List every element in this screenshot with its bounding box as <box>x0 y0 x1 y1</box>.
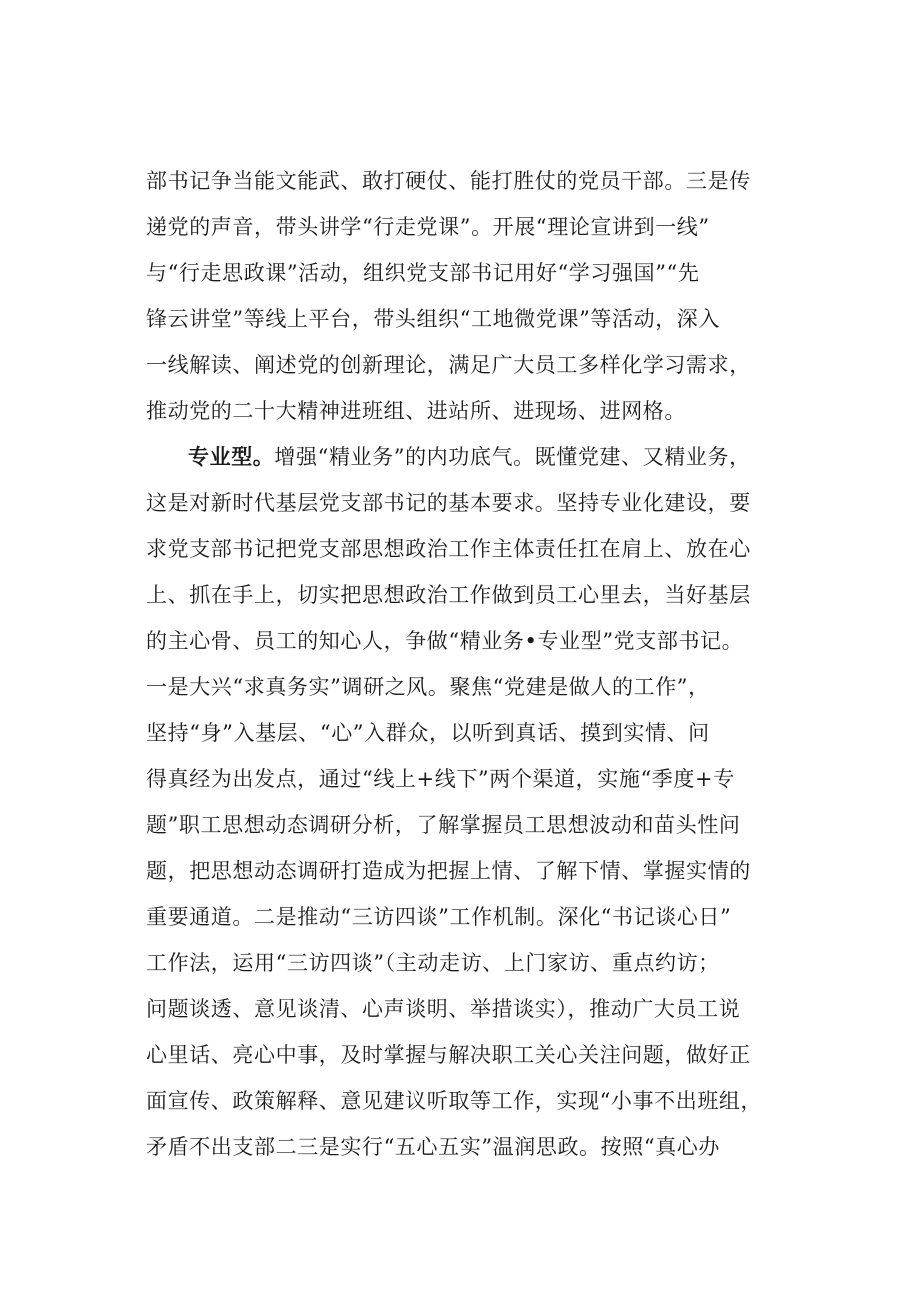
text-line: 工作法，运用“三访四谈”（主动走访、上门家访、重点约访； <box>146 951 720 975</box>
text-line: 问题谈透、意见谈清、心声谈明、举措谈实），推动广大员工说 <box>146 997 741 1021</box>
body-text <box>146 158 806 1170</box>
text-line: 题”职工思想动态调研分析，了解掌握员工思想波动和苗头性问 <box>146 813 741 837</box>
text-line: 这是对新时代基层党支部书记的基本要求。坚持专业化建设，要 <box>146 491 751 515</box>
text-line: 推动党的二十大精神进班组、进站所、进现场、进网格。 <box>146 399 686 423</box>
text-line: 心里话、亮心中事，及时掌握与解决职工关心关注问题，做好正 <box>146 1043 751 1067</box>
paragraph-first-line-text: 增强“精业务”的内功底气。既懂党建、又精业务， <box>274 445 751 469</box>
text-line: 部书记争当能文能武、敢打硬仗、能打胜仗的党员干部。三是传 <box>146 169 751 193</box>
text-line: 得真经为出发点，通过“线上+线下”两个渠道，实施“季度+专 <box>146 767 735 791</box>
paragraph-first-line <box>146 434 806 480</box>
text-line: 递党的声音，带头讲学“行走党课”。开展“理论宣讲到一线” <box>146 215 710 239</box>
text-line: 上、抓在手上，切实把思想政治工作做到员工心里去，当好基层 <box>146 583 751 607</box>
text-line: 锋云讲堂”等线上平台，带头组织“工地微党课”等活动，深入 <box>146 307 721 331</box>
text-line: 的主心骨、员工的知心人，争做“精业务•专业型”党支部书记。 <box>146 629 744 653</box>
paragraph-lead-heading: 专业型。 <box>188 444 275 469</box>
text-line: 题，把思想动态调研打造成为把握上情、了解下情、掌握实情的 <box>146 859 751 883</box>
text-line: 一是大兴“求真务实”调研之风。聚焦“党建是做人的工作”， <box>146 675 710 699</box>
text-line: 求党支部书记把党支部思想政治工作主体责任扛在肩上、放在心 <box>146 537 751 561</box>
text-line: 与“行走思政课”活动，组织党支部书记用好“学习强国”“先 <box>146 261 700 285</box>
text-line: 重要通道。二是推动“三访四谈”工作机制。深化“书记谈心日” <box>146 905 732 929</box>
text-line: 坚持“身”入基层、“心”入群众，以听到真话、摸到实情、问 <box>146 721 710 745</box>
text-line: 矛盾不出支部二三是实行“五心五实”温润思政。按照“真心办 <box>146 1135 721 1159</box>
text-line: 一线解读、阐述党的创新理论，满足广大员工多样化学习需求， <box>146 353 751 377</box>
text-line: 面宣传、政策解释、意见建议听取等工作，实现“小事不出班组， <box>146 1089 763 1113</box>
